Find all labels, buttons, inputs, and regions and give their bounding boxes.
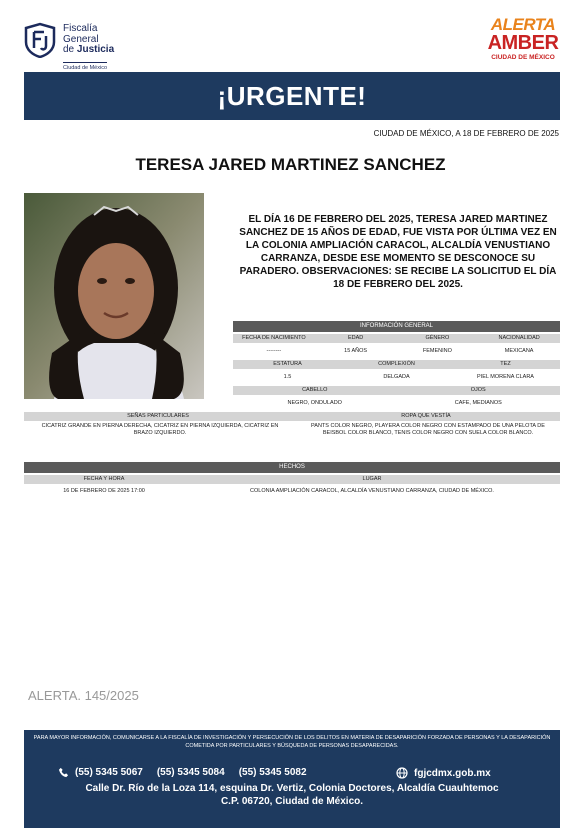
value-gender: FEMENINO: [422, 348, 452, 354]
senas-ropa-values: [24, 423, 560, 437]
value-birthdate: --------: [266, 348, 282, 354]
label-age: EDAD: [347, 335, 364, 341]
fgj-logo: [22, 18, 122, 72]
label-nationality: NACIONALIDAD: [498, 335, 540, 341]
info-row1-labels: [233, 334, 560, 343]
address-line2: C.P. 06720, Ciudad de México.: [220, 796, 364, 807]
value-nationality: MEXICANA: [504, 348, 534, 354]
issue-date: CIUDAD DE MÉXICO, A 18 DE FEBRERO DE 2025: [373, 129, 559, 138]
info-row1-values: [233, 347, 560, 356]
hechos-labels: [24, 475, 560, 484]
value-lugar: COLONIA AMPLIACIÓN CARACOL, ALCALDÍA VENUSTIANO CARRANZA, CIUDAD DE MÉXICO.: [250, 488, 494, 494]
website-link[interactable]: fgjcdmx.gob.mx: [414, 767, 491, 779]
value-complexion: PIEL MORENA CLARA: [477, 374, 534, 380]
value-hair: NEGRO, ONDULADO: [287, 400, 342, 406]
label-senas: SEÑAS PARTICULARES: [127, 413, 189, 419]
info-row3-labels: [233, 386, 560, 395]
website: [396, 767, 491, 779]
incident-description: EL DÍA 16 DE FEBRERO DEL 2025, TERESA JARED MARTINEZ SANCHEZ DE 15 AÑOS DE EDAD, FUE VISTA POR ÚLTIMA VEZ EN LA COLONIA AMPLIACIÓN CARACOL, ALCALDÍA VENUSTIANO CARRANZA, DESDE ESE MOMENTO SE DESCONOCE SU PARADERO. OBSERVACIONES: SE RECIBE LA SOLICITUD EL DÍA 18 DE FEBRERO DEL 2025.: [239, 214, 557, 290]
amber-line3: CIUDAD DE MÉXICO: [491, 54, 555, 61]
contact-footer: [24, 730, 560, 828]
label-hair: CABELLO: [302, 387, 328, 393]
label-ropa: ROPA QUE VESTÍA: [401, 413, 451, 419]
footer-info-text: PARA MAYOR INFORMACIÓN, COMUNICARSE A LA FISCALÍA DE INVESTIGACIÓN Y PERSECUCIÓN DE LOS DELITOS EN MATERIA DE DESAPARICIÓN FORZADA DE PERSONAS Y LA DESAPARICIÓN COMETIDA POR PARTICULARES Y BÚSQUEDA DE PERSONAS DESAPARECIDAS.: [33, 735, 551, 749]
label-birthdate: FECHA DE NACIMIENTO: [242, 335, 306, 341]
logo-line3-prefix: de: [63, 44, 77, 55]
info-row2-labels: [233, 360, 560, 369]
address-line1: Calle Dr. Río de la Loza 114, esquina Dr. Vertiz, Colonia Doctores, Alcaldía Cuauhtemoc: [85, 783, 499, 794]
label-height: ESTATURA: [273, 361, 302, 367]
label-gender: GÉNERO: [425, 335, 450, 341]
value-senas: CICATRIZ GRANDE EN PIERNA DERECHA, CICATRIZ EN PIERNA IZQUIERDA, CICATRIZ EN BRAZO IZQUIERDO.: [41, 423, 279, 436]
logo-line3-bold: Justicia: [76, 44, 115, 55]
phone-1[interactable]: (55) 5345 5067: [75, 767, 143, 778]
urgent-banner: ¡URGENTE!: [24, 72, 560, 120]
amber-line1: ALERTA: [490, 15, 556, 34]
hechos-header: HECHOS: [24, 462, 560, 473]
phone-numbers: [58, 767, 321, 778]
info-row3-values: [233, 399, 560, 408]
hechos-values: [24, 487, 560, 496]
label-eyes: OJOS: [470, 387, 486, 393]
value-eyes: CAFE, MEDIANOS: [454, 400, 502, 406]
senas-ropa-labels: [24, 412, 560, 421]
missing-person-photo: [24, 193, 204, 399]
label-lugar: LUGAR: [362, 476, 382, 482]
info-row2-values: [233, 373, 560, 382]
fgj-logo-text: [63, 24, 114, 56]
value-age: 15 AÑOS: [344, 348, 368, 354]
address: [24, 782, 560, 808]
label-build: COMPLEXIÓN: [378, 361, 415, 367]
missing-person-name: TERESA JARED MARTINEZ SANCHEZ: [135, 155, 446, 174]
fgj-emblem-icon: [22, 22, 58, 58]
alerta-amber-logo: [485, 16, 561, 70]
label-complexion: TEZ: [500, 361, 511, 367]
amber-line2: AMBER: [487, 32, 559, 54]
label-fecha-hora: FECHA Y HORA: [83, 476, 125, 482]
alert-number: ALERTA. 145/2025: [28, 688, 139, 703]
globe-icon: [396, 767, 408, 779]
phone-2[interactable]: (55) 5345 5084: [156, 767, 225, 778]
value-ropa: PANTS COLOR NEGRO, PLAYERA COLOR NEGRO CON ESTAMPADO DE UNA PELOTA DE BEISBOL COLOR BLANCO, TENIS COLOR NEGRO CON SUELA COLOR BLANCO.: [311, 423, 545, 436]
value-fecha-hora: 16 DE FEBRERO DE 2025 17:00: [63, 488, 145, 494]
value-height: 1.5: [283, 374, 292, 380]
logo-line2: General: [63, 33, 99, 45]
info-general-header: INFORMACIÓN GENERAL: [233, 321, 560, 332]
phone-icon: [58, 767, 69, 778]
logo-subtitle: Ciudad de México: [63, 62, 107, 71]
logo-line1: Fiscalía: [63, 23, 98, 34]
value-build: DELGADA: [383, 374, 410, 380]
phone-3[interactable]: (55) 5345 5082: [238, 767, 307, 778]
